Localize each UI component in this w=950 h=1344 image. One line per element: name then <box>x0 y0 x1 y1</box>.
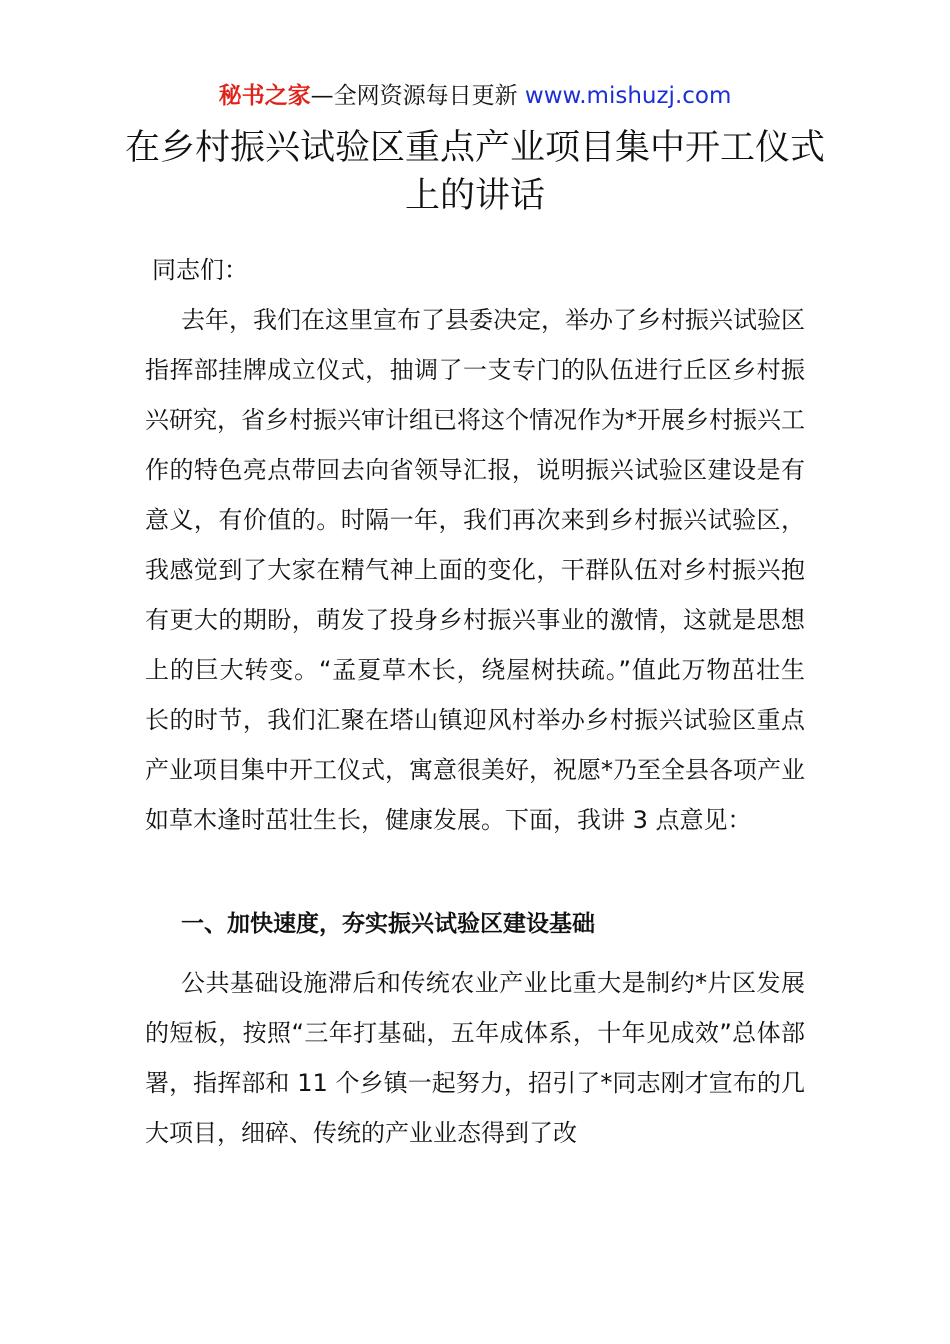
paragraph-1-text: 去年，我们在这里宣布了县委决定，举办了乡村振兴试验区指挥部挂牌成立仪式，抽调了一支专门的队伍进行丘区乡村振兴研究，省乡村振兴审计组已将这个情况作为*开展乡村振兴工作的特色亮点带回去向省领导汇报，说明振兴试验区建设是有意义，有价值的。时隔一年，我们再次来到乡村振兴试验区，我感觉到了大家在精气神上面的变化，干群队伍对乡村振兴抱有更大的期盼，萌发了投身乡村振兴事业的激情，这就是思想上的巨大转变。“孟夏草木长，绕屋树扶疏。”值此万物茁壮生长的时节，我们汇聚在塔山镇迎风村举办乡村振兴试验区重点产业项目集中开工仪式，寓意很美好，祝愿*乃至全县各项产业如草木逢时茁壮生长，健康发展。下面，我讲 3 点意见： <box>145 306 805 834</box>
site-url[interactable]: www.mishuzj.com <box>524 83 732 109</box>
header-tagline: —全网资源每日更新 <box>310 83 525 109</box>
paragraph-1 <box>145 295 805 845</box>
paragraph-2-text: 公共基础设施滞后和传统农业产业比重大是制约*片区发展的短板，按照“三年打基础，五年成体系，十年见成效”总体部署，指挥部和 11 个乡镇一起努力，招引了*同志刚才宣布的几大项目，细碎、传统的产业业态得到了改 <box>145 969 805 1147</box>
paragraph-2 <box>145 958 805 1158</box>
document-title: 在乡村振兴试验区重点产业项目集中开工仪式上的讲话 <box>124 128 825 216</box>
section-1-heading: 一、加快速度，夯实振兴试验区建设基础 <box>181 911 595 937</box>
brand-name: 秘书之家 <box>218 83 311 109</box>
site-header <box>0 80 950 112</box>
salutation: 同志们： <box>152 256 248 284</box>
